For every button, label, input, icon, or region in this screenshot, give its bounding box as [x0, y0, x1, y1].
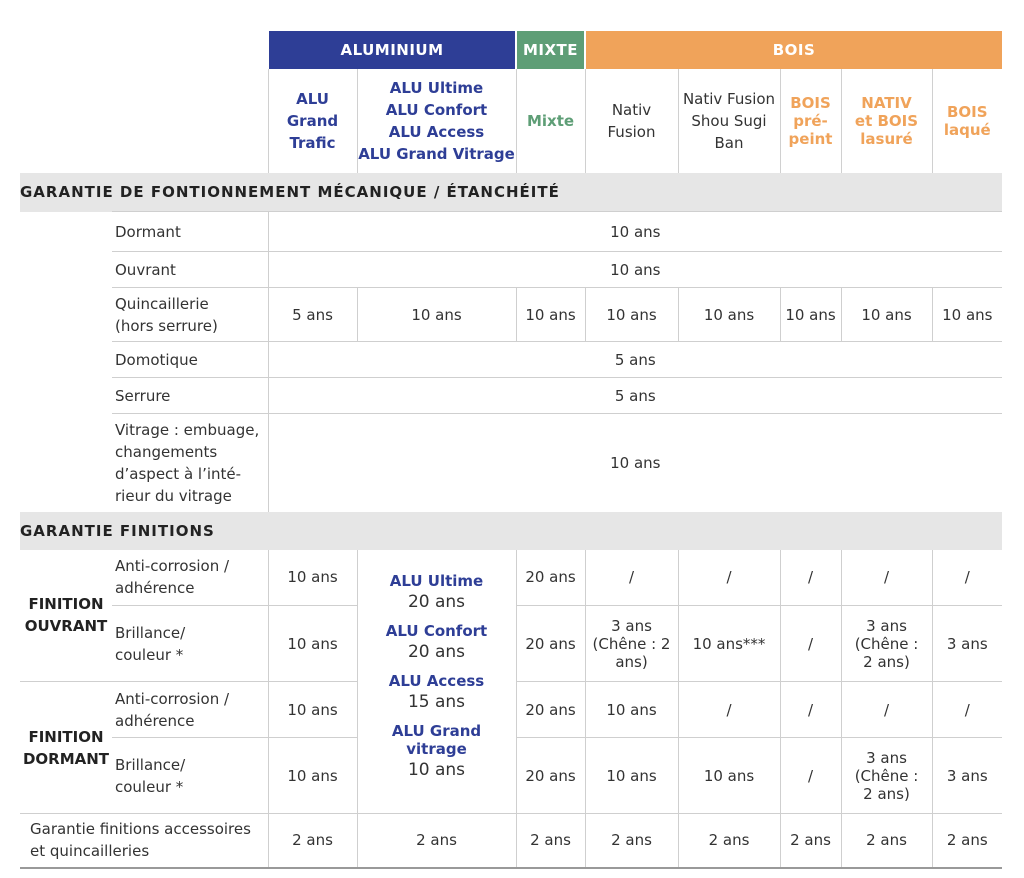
spacer — [20, 378, 112, 414]
cell-value: 10 ans — [678, 738, 780, 814]
section-mecanique-row — [20, 173, 1002, 212]
cell-value: 10 ans — [841, 288, 932, 342]
product-bois-pre-peint: BOIS pré- peint — [780, 69, 841, 173]
cell-value: 20 ans — [516, 550, 585, 606]
cell-value: 2 ans — [585, 814, 678, 868]
cell-value: 10 ans — [585, 682, 678, 738]
cell-value: 2 ans — [268, 814, 357, 868]
row-label: Ouvrant — [112, 252, 268, 288]
cell-value: 20 ans — [516, 738, 585, 814]
cell-value: 2 ans — [357, 814, 516, 868]
cell-value: 2 ans — [780, 814, 841, 868]
spacer — [20, 252, 112, 288]
row-label: Quincaillerie (hors serrure) — [112, 288, 268, 342]
row-value: 10 ans — [268, 414, 1002, 512]
product-nativ-fusion-shou-sugi-ban: Nativ Fusion Shou Sugi Ban — [678, 69, 780, 173]
row-label: Brillance/ couleur * — [112, 738, 268, 814]
spacer — [20, 212, 112, 252]
product-alu-range: ALU Ultime ALU Confort ALU Access ALU Grand Vitrage — [357, 69, 516, 173]
group-bois: BOIS — [585, 31, 1002, 69]
row-label: Garantie finitions accessoires et quincailleries — [20, 814, 268, 868]
header-corner — [20, 31, 268, 69]
cell-value: / — [841, 682, 932, 738]
row-domotique — [20, 342, 1002, 378]
alu-grand-vitrage-name: ALU Grand vitrage — [391, 722, 482, 759]
section-mecanique-title: GARANTIE DE FONTIONNEMENT MÉCANIQUE / ÉTANCHÉITÉ — [20, 173, 1002, 212]
cell-value: 2 ans — [678, 814, 780, 868]
row-value: 5 ans — [268, 378, 1002, 414]
cell-value: 10 ans — [268, 550, 357, 606]
cell-value: 10 ans — [678, 288, 780, 342]
product-mixte: Mixte — [516, 69, 585, 173]
cell-value: 20 ans — [516, 682, 585, 738]
cell-value: 10 ans — [932, 288, 1002, 342]
cell-value: / — [780, 606, 841, 682]
alu-access-name: ALU Access — [388, 672, 485, 691]
spacer — [20, 288, 112, 342]
cell-value: 3 ans — [932, 606, 1002, 682]
cell-value: 10 ans — [516, 288, 585, 342]
row-label: Anti-corrosion / adhérence — [115, 557, 230, 598]
row-label: Dormant — [112, 212, 268, 252]
row-ouvrant-anticorrosion — [20, 550, 1002, 606]
row-label: Vitrage : embuage, changements d’aspect à l’inté- rieur du vitrage — [112, 414, 268, 512]
row-value: 10 ans — [268, 212, 1002, 252]
row-label: Domotique — [112, 342, 268, 378]
cell-value: / — [780, 682, 841, 738]
row-label: Brillance/ couleur * — [112, 606, 268, 682]
row-serrure — [20, 378, 1002, 414]
alu-confort-value: 20 ans — [407, 642, 466, 663]
cell-value: 5 ans — [268, 288, 357, 342]
cell-value: / — [932, 682, 1002, 738]
alu-ultime-value: 20 ans — [407, 592, 466, 613]
row-label: Serrure — [112, 378, 268, 414]
cell-value: 2 ans — [841, 814, 932, 868]
product-bois-laque: BOIS laqué — [932, 69, 1002, 173]
cell-value: 2 ans — [932, 814, 1002, 868]
cell-value: 3 ans — [932, 738, 1002, 814]
cell-value: 10 ans — [585, 738, 678, 814]
spacer — [20, 342, 112, 378]
cell-value: / — [780, 738, 841, 814]
cell-value: 3 ans (Chêne : 2 ans) — [841, 606, 932, 682]
product-nativ-fusion: Nativ Fusion — [585, 69, 678, 173]
cell-value: / — [841, 550, 932, 606]
alu-confort-name: ALU Confort — [385, 622, 488, 641]
row-quincaillerie — [20, 288, 1002, 342]
cell-value: 10 ans — [780, 288, 841, 342]
warranty-table — [20, 31, 1002, 869]
finition-dormant-label: FINITION DORMANT — [20, 682, 112, 814]
cell-value: 10 ans — [268, 738, 357, 814]
section-finitions-row — [20, 512, 1002, 550]
product-alu-grand-trafic: ALU Grand Trafic — [268, 69, 357, 173]
row-vitrage — [20, 414, 1002, 512]
group-header-row — [20, 31, 1002, 69]
cell-value: 10 ans — [268, 682, 357, 738]
alu-grand-vitrage-value: 10 ans — [407, 760, 466, 781]
cell-value: 10 ans — [585, 288, 678, 342]
group-mixte: MIXTE — [516, 31, 585, 69]
cell-value: 10 ans — [268, 606, 357, 682]
row-dormant — [20, 212, 1002, 252]
group-aluminium: ALUMINIUM — [268, 31, 516, 69]
cell-value: / — [780, 550, 841, 606]
row-accessoires — [20, 814, 1002, 868]
cell-value: 3 ans (Chêne : 2 ans) — [841, 738, 932, 814]
row-ouvrant — [20, 252, 1002, 288]
alu-access-value: 15 ans — [407, 692, 466, 713]
cell-value: 3 ans (Chêne : 2 ans) — [585, 606, 678, 682]
alu-finitions-block — [357, 550, 516, 814]
row-value: 5 ans — [268, 342, 1002, 378]
cell-value: 20 ans — [516, 606, 585, 682]
row-label: Anti-corrosion / adhérence — [112, 682, 268, 738]
product-header-corner — [20, 69, 268, 173]
cell-value: 10 ans — [357, 288, 516, 342]
alu-ultime-name: ALU Ultime — [389, 572, 484, 591]
cell-value: / — [678, 682, 780, 738]
cell-value: / — [585, 550, 678, 606]
finition-ouvrant-label: FINITION OUVRANT — [24, 595, 108, 636]
cell-value: / — [932, 550, 1002, 606]
spacer — [20, 414, 112, 512]
cell-value: 10 ans*** — [678, 606, 780, 682]
row-value: 10 ans — [268, 252, 1002, 288]
product-header-row — [20, 69, 1002, 173]
cell-value: / — [678, 550, 780, 606]
cell-value: 2 ans — [516, 814, 585, 868]
section-finitions-title: GARANTIE FINITIONS — [20, 512, 1002, 550]
product-nativ-bois-lasure: NATIV et BOIS lasuré — [841, 69, 932, 173]
